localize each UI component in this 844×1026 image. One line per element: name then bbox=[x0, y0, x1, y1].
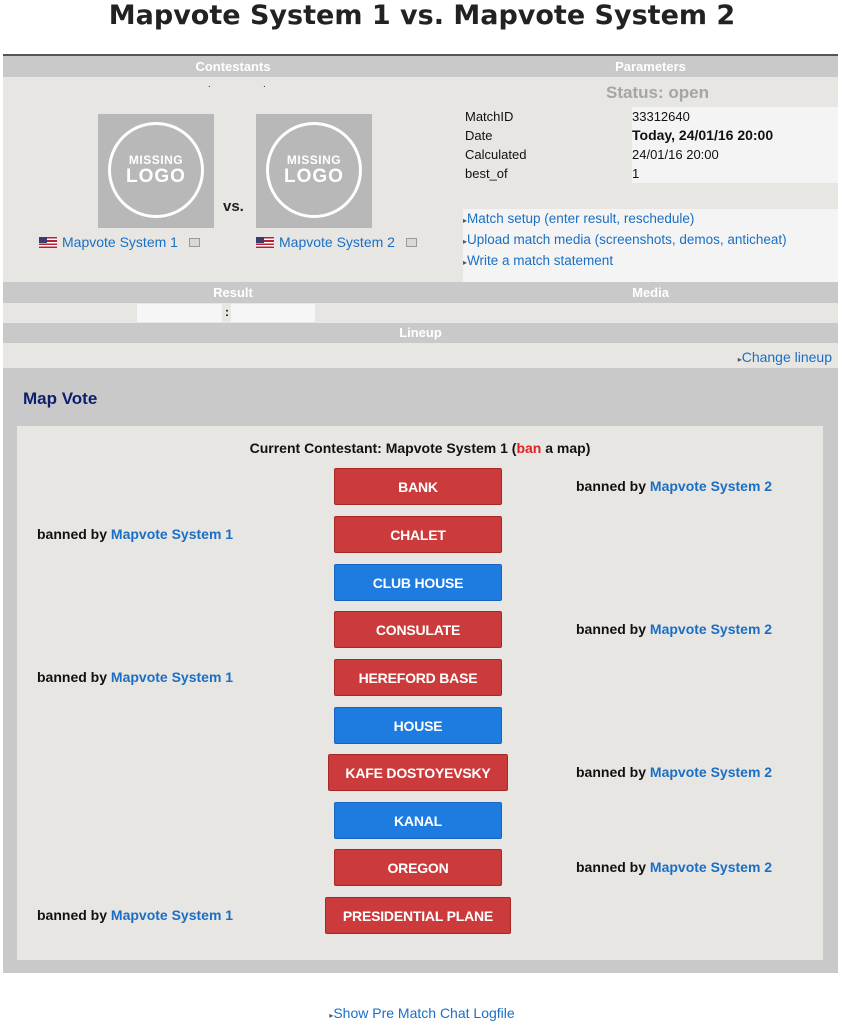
param-row bbox=[463, 145, 838, 164]
banned-by-note bbox=[37, 907, 233, 923]
current-action: ban bbox=[516, 440, 542, 456]
banned-by-label: banned by bbox=[37, 669, 108, 685]
team1-logo[interactable] bbox=[98, 114, 214, 228]
team2-link[interactable]: Mapvote System 2 bbox=[279, 234, 395, 250]
contestants-panel bbox=[3, 77, 463, 282]
banned-by-team-link[interactable]: Mapvote System 2 bbox=[649, 859, 773, 875]
banned-by-note bbox=[37, 526, 233, 542]
banned-by-team-link[interactable]: Mapvote System 2 bbox=[649, 478, 773, 494]
change-lineup-link[interactable]: ▸ Change lineup bbox=[738, 349, 832, 365]
map-vote-section bbox=[3, 368, 838, 973]
banned-by-label: banned by bbox=[37, 907, 108, 923]
result-separator: : bbox=[225, 305, 229, 319]
param-row bbox=[463, 164, 838, 183]
missing-logo-icon bbox=[108, 122, 204, 218]
upload-media-link[interactable]: ▸ Upload match media (screenshots, demos, anticheat) bbox=[463, 230, 838, 251]
logo-text-2: LOGO bbox=[284, 166, 344, 187]
page-title: Mapvote System 1 vs. Mapvote System 2 bbox=[108, 0, 736, 31]
map-row bbox=[17, 707, 823, 747]
param-row bbox=[463, 126, 838, 145]
param-value: 24/01/16 20:00 bbox=[632, 145, 838, 164]
param-key: Calculated bbox=[465, 147, 527, 162]
map-row bbox=[17, 611, 823, 651]
map-button-bank: BANK bbox=[334, 468, 502, 505]
chat-logfile-link[interactable]: ▸ Show Pre Match Chat Logfile bbox=[0, 1005, 844, 1021]
map-button-house[interactable]: HOUSE bbox=[334, 707, 502, 744]
match-statement-link[interactable]: ▸ Write a match statement bbox=[463, 251, 838, 272]
us-flag-icon bbox=[39, 237, 57, 248]
banned-by-team-link[interactable]: Mapvote System 1 bbox=[110, 669, 234, 685]
team1-dot: . bbox=[208, 79, 211, 90]
match-info bbox=[3, 54, 838, 373]
contestants-header: Contestants bbox=[195, 59, 271, 74]
map-row bbox=[17, 802, 823, 842]
result-score-1 bbox=[137, 304, 222, 322]
logo-text-2: LOGO bbox=[126, 166, 186, 187]
result-row bbox=[3, 303, 838, 323]
parameters-header: Parameters bbox=[615, 59, 686, 74]
map-row bbox=[17, 468, 823, 508]
current-suffix: a map) bbox=[541, 440, 591, 456]
map-button-chalet: CHALET bbox=[334, 516, 502, 553]
param-value: Today, 24/01/16 20:00 bbox=[632, 126, 838, 145]
banned-by-team-link[interactable]: Mapvote System 2 bbox=[649, 764, 773, 780]
result-header: Result bbox=[213, 285, 253, 300]
current-contestant bbox=[17, 440, 823, 456]
match-actions bbox=[463, 209, 838, 282]
param-key: best_of bbox=[465, 166, 508, 181]
team2-logo[interactable] bbox=[256, 114, 372, 228]
team-card-icon[interactable] bbox=[189, 238, 200, 247]
media-header: Media bbox=[632, 285, 669, 300]
parameters-table bbox=[463, 107, 838, 183]
banned-by-team-link[interactable]: Mapvote System 1 bbox=[110, 526, 234, 542]
banned-by-label: banned by bbox=[37, 526, 108, 542]
logo-text-1: MISSING bbox=[128, 153, 184, 167]
banned-by-note bbox=[37, 669, 233, 685]
param-value: 33312640 bbox=[632, 107, 838, 126]
map-vote-panel bbox=[17, 426, 823, 960]
map-row bbox=[17, 849, 823, 889]
map-row bbox=[17, 516, 823, 556]
missing-logo-icon bbox=[266, 122, 362, 218]
map-button-kafe-dostoyevsky: KAFE DOSTOYEVSKY bbox=[328, 754, 508, 791]
map-button-club-house[interactable]: CLUB HOUSE bbox=[334, 564, 502, 601]
map-button-presidential-plane: PRESIDENTIAL PLANE bbox=[325, 897, 511, 934]
banned-by-label: banned by bbox=[576, 621, 647, 637]
vs-label: vs. bbox=[223, 198, 244, 215]
map-button-oregon: OREGON bbox=[334, 849, 502, 886]
map-row bbox=[17, 897, 823, 937]
map-row bbox=[17, 564, 823, 604]
banned-by-note bbox=[576, 859, 772, 875]
param-value: 1 bbox=[632, 164, 838, 183]
banned-by-label: banned by bbox=[576, 859, 647, 875]
param-key: Date bbox=[465, 128, 493, 143]
team-card-icon[interactable] bbox=[406, 238, 417, 247]
team2-dot: . bbox=[263, 79, 266, 90]
lineup-header: Lineup bbox=[3, 323, 838, 343]
team1-link-row bbox=[39, 234, 200, 250]
map-row bbox=[17, 659, 823, 699]
parameters-panel bbox=[463, 77, 838, 282]
us-flag-icon bbox=[256, 237, 274, 248]
map-button-consulate: CONSULATE bbox=[334, 611, 502, 648]
param-key: MatchID bbox=[465, 109, 514, 124]
banned-by-team-link[interactable]: Mapvote System 1 bbox=[110, 907, 234, 923]
map-vote-title: Map Vote bbox=[23, 389, 98, 408]
info-row bbox=[3, 77, 838, 282]
banned-by-note bbox=[576, 478, 772, 494]
status-label: Status: open bbox=[606, 83, 709, 102]
team1-link[interactable]: Mapvote System 1 bbox=[62, 234, 178, 250]
team2-link-row bbox=[256, 234, 417, 250]
current-prefix: Current Contestant: Mapvote System 1 ( bbox=[249, 440, 517, 456]
result-score-2 bbox=[231, 304, 315, 322]
match-setup-link[interactable]: ▸ Match setup (enter result, reschedule) bbox=[463, 209, 838, 230]
banned-by-label: banned by bbox=[576, 764, 647, 780]
section-header-row bbox=[3, 56, 838, 77]
map-button-hereford-base: HEREFORD BASE bbox=[334, 659, 502, 696]
map-row bbox=[17, 754, 823, 794]
banned-by-note bbox=[576, 764, 772, 780]
banned-by-note bbox=[576, 621, 772, 637]
banned-by-label: banned by bbox=[576, 478, 647, 494]
logo-text-1: MISSING bbox=[286, 153, 342, 167]
map-button-kanal[interactable]: KANAL bbox=[334, 802, 502, 839]
banned-by-team-link[interactable]: Mapvote System 2 bbox=[649, 621, 773, 637]
result-media-header bbox=[3, 282, 838, 303]
param-row bbox=[463, 107, 838, 126]
